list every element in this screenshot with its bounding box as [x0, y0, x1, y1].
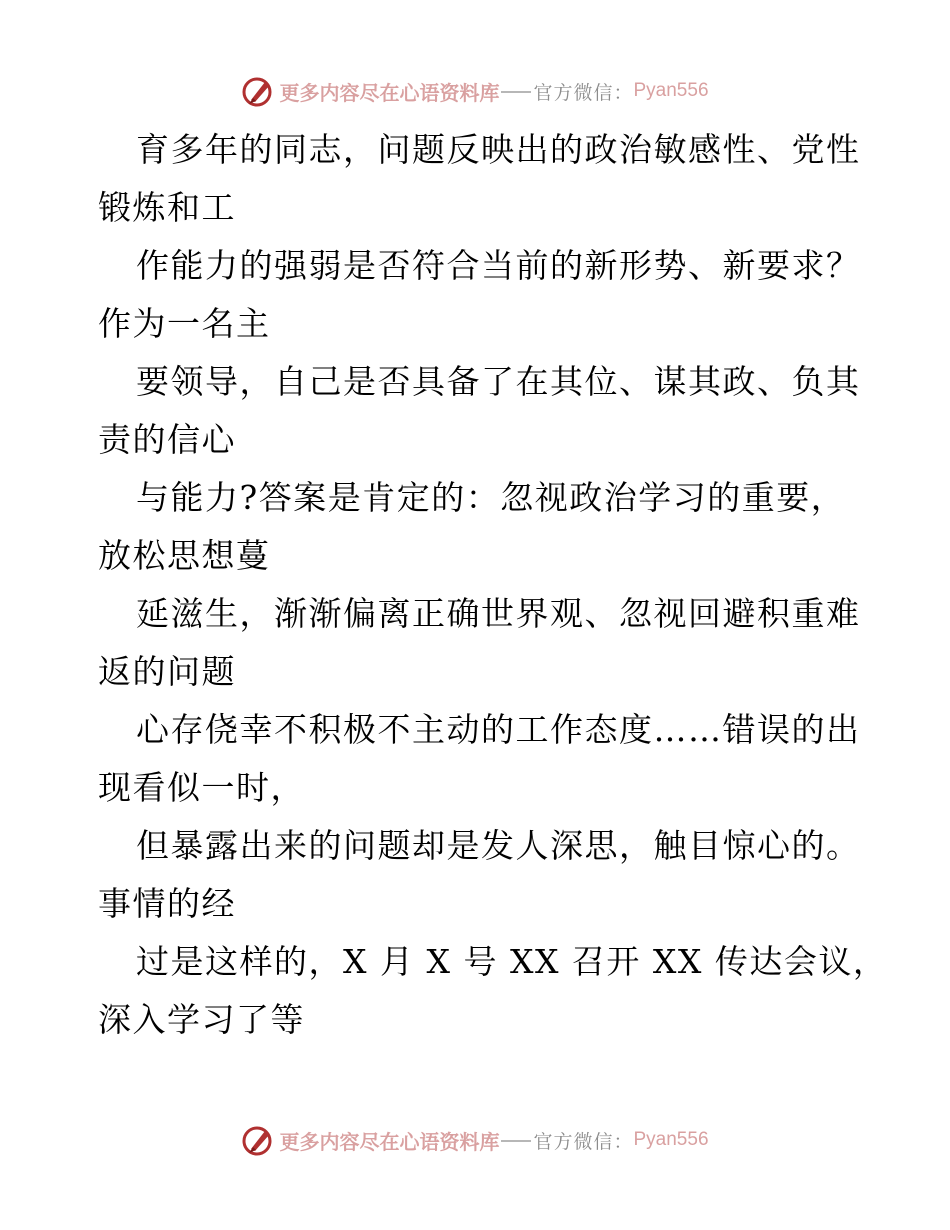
footer-watermark	[0, 1120, 950, 1160]
document-line: 责的信心	[98, 420, 236, 459]
watermark-dash	[501, 91, 531, 93]
document-line: 作能力的强弱是否符合当前的新形势、新要求？	[136, 246, 861, 285]
document-line: 事情的经	[98, 884, 236, 923]
document-line: 过是这样的，X 月 X 号 XX 召开 XX 传达会议，	[136, 942, 888, 981]
watermark-label: 官方微信：	[533, 1130, 634, 1153]
document-line: 深入学习了等	[98, 1000, 305, 1039]
document-body	[98, 121, 888, 1049]
document-line: 要领导，自己是否具备了在其位、谋其政、负其	[136, 362, 861, 401]
pen-nib-circle-icon	[241, 1123, 275, 1157]
watermark-brand: 更多内容尽在心语资料库	[279, 80, 500, 105]
document-line: 与能力?答案是肯定的：忽视政治学习的重要，	[136, 478, 846, 517]
watermark-label: 官方微信：	[533, 81, 634, 104]
document-line: 心存侥幸不积极不主动的工作态度……错误的出	[136, 710, 861, 749]
watermark-wechat-id: Pyan556	[633, 1129, 709, 1150]
document-line: 但暴露出来的问题却是发人深思，触目惊心的。	[136, 826, 861, 865]
pen-nib-circle-icon	[241, 74, 275, 108]
document-line: 返的问题	[98, 652, 236, 691]
document-line: 作为一名主	[98, 304, 271, 343]
watermark-brand: 更多内容尽在心语资料库	[279, 1129, 500, 1154]
watermark-wechat-id: Pyan556	[633, 80, 709, 101]
document-line: 放松思想蔓	[98, 536, 271, 575]
header-watermark	[0, 71, 950, 111]
watermark-dash	[501, 1140, 531, 1142]
document-line: 育多年的同志，问题反映出的政治敏感性、党性	[136, 130, 861, 169]
document-line: 现看似一时，	[98, 768, 305, 807]
document-line: 锻炼和工	[98, 188, 236, 227]
document-line: 延滋生，渐渐偏离正确世界观、忽视回避积重难	[136, 594, 861, 633]
